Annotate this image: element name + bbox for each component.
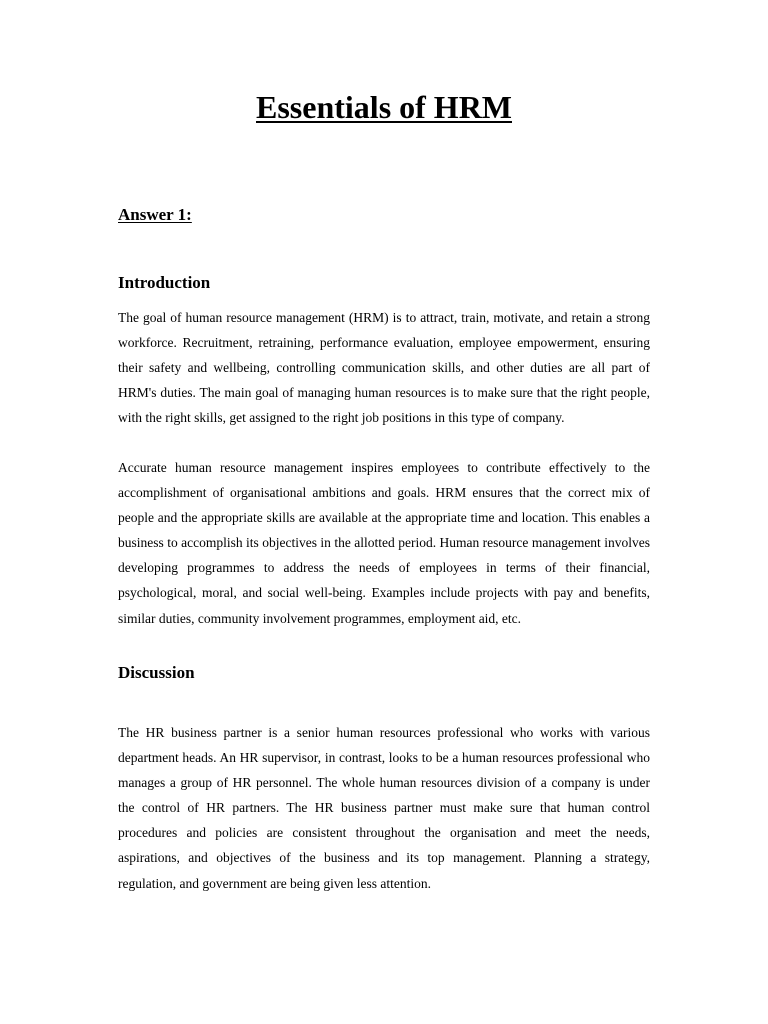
document-title-text: Essentials of HRM (256, 89, 512, 125)
answer-heading: Answer 1: (118, 205, 192, 224)
document-title (118, 87, 650, 127)
introduction-paragraph-2: Accurate human resource management inspires employees to contribute effectively to the accomplishment of organisational ambitions and goals. HRM ensures that the correct mix of people and the appropriate skills are available at the appropriate time and location. This enables a business to accomplish its objectives in the allotted period. Human resource management involves developing programmes to address the needs of employees in terms of their financial, psychological, moral, and social well-being. Examples include projects with pay and benefits, similar duties, community involvement programmes, employment aid, etc. (118, 460, 650, 626)
section-heading-discussion: Discussion (118, 663, 195, 682)
introduction-paragraph-1: The goal of human resource management (HRM) is to attract, train, motivate, and retain a strong workforce. Recruitment, retraining, performance evaluation, employee empowerment, ensuring their safety and wellbeing, controlling communication skills, and other duties are all part of HRM's duties. The main goal of managing human resources is to make sure that the right people, with the right skills, get assigned to the right job positions in this type of company. (118, 310, 650, 426)
section-heading-introduction: Introduction (118, 273, 211, 292)
discussion-paragraph-1: The HR business partner is a senior human resources professional who works with various department heads. An HR supervisor, in contrast, looks to be a human resources professional who manages a group of HR personnel. The whole human resources division of a company is under the control of HR partners. The HR business partner must make sure that human control procedures and policies are consistent throughout the organisation and meet the needs, aspirations, and objectives of the business and its top management. Planning a strategy, regulation, and government are being given less attention. (118, 725, 650, 891)
